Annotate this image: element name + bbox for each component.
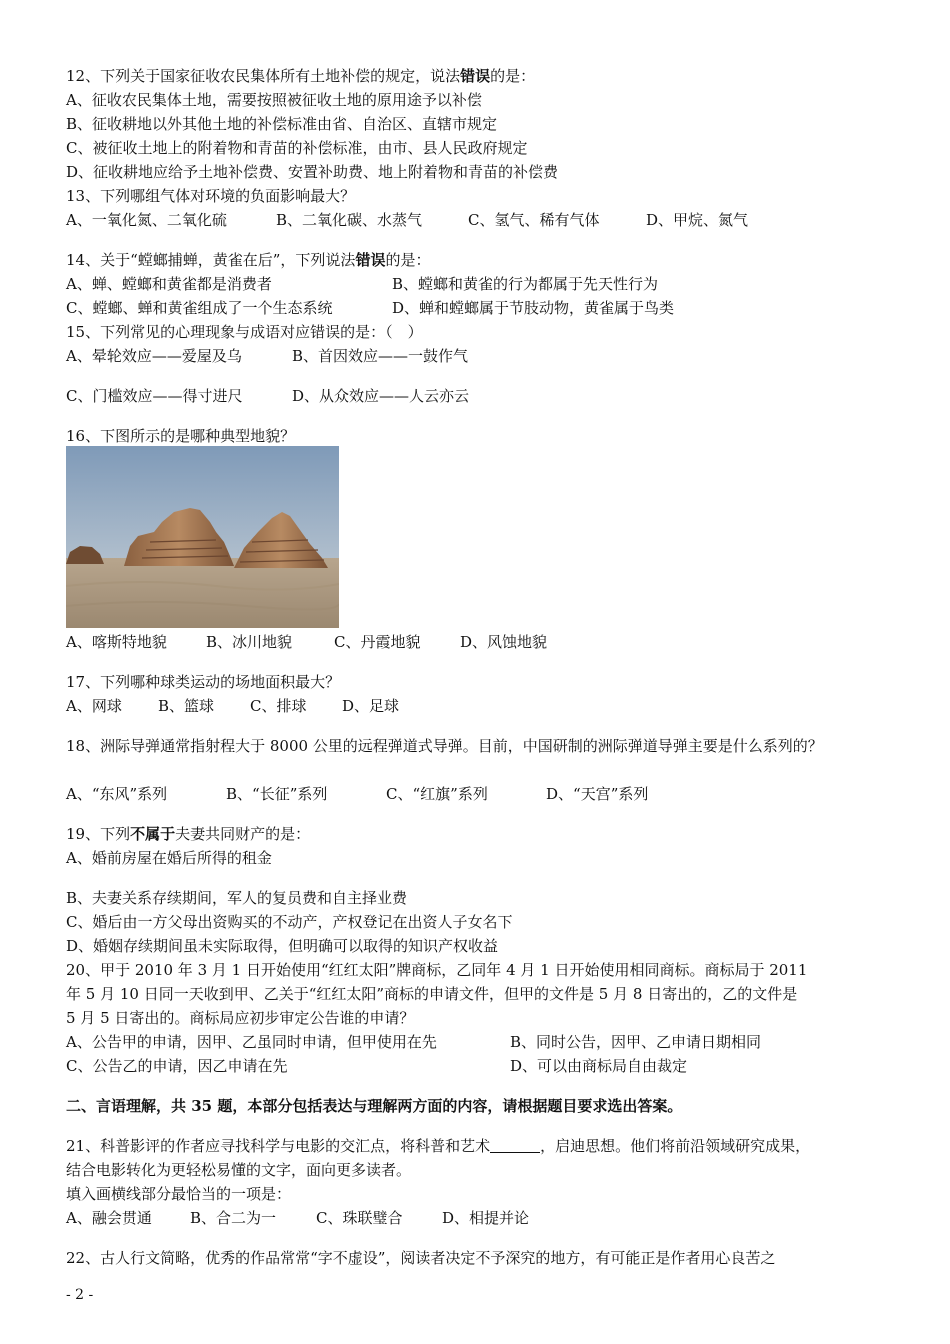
- question-19-option-b: B、夫妻关系存续期间，军人的复员费和自主择业费: [66, 889, 408, 907]
- question-14-option-c: C、螳螂、蝉和黄雀组成了一个生态系统: [66, 299, 333, 317]
- question-21-instruction: 填入画横线部分最恰当的一项是：: [66, 1185, 292, 1203]
- question-18-option-d: D、“天宫”系列: [546, 785, 649, 803]
- question-21-option-a: A、融会贯通: [66, 1209, 152, 1227]
- landform-photo: [66, 446, 339, 628]
- question-14-option-b: B、螳螂和黄雀的行为都属于先天性行为: [392, 275, 659, 293]
- question-17-stem: 17、下列哪种球类运动的场地面积最大？: [66, 673, 341, 691]
- question-21-option-d: D、相提并论: [442, 1209, 530, 1227]
- question-15-option-c: C、门槛效应——得寸进尺: [66, 387, 243, 405]
- question-12-option-b: B、征收耕地以外其他土地的补偿标准由省、自治区、直辖市规定: [66, 115, 498, 133]
- question-17-option-d: D、足球: [342, 697, 400, 715]
- question-12-option-d: D、征收耕地应给予土地补偿费、安置补助费、地上附着物和青苗的补偿费: [66, 163, 559, 181]
- question-16-stem: 16、下图所示的是哪种典型地貌？: [66, 427, 296, 445]
- question-19-stem: 19、下列不属于夫妻共同财产的是：: [66, 825, 311, 843]
- question-15-option-b: B、首因效应——一鼓作气: [292, 347, 469, 365]
- question-19-option-a: A、婚前房屋在婚后所得的租金: [66, 849, 272, 867]
- question-17-option-b: B、篮球: [158, 697, 215, 715]
- question-16-option-d: D、风蚀地貌: [460, 633, 548, 651]
- section-2-heading: 二、言语理解，共 35 题，本部分包括表达与理解两方面的内容，请根据题目要求选出答案。: [66, 1097, 683, 1115]
- question-22-stem-line-1: 22、古人行文简略，优秀的作品常常“字不虚设”，阅读者决定不予深究的地方，有可能正是作者用心良苦之: [66, 1249, 776, 1267]
- question-21-option-c: C、珠联璧合: [316, 1209, 403, 1227]
- question-18-option-a: A、“东风”系列: [66, 785, 168, 803]
- question-17-option-a: A、网球: [66, 697, 122, 715]
- question-14-option-a: A、蝉、螳螂和黄雀都是消费者: [66, 275, 272, 293]
- page-number: - 2 -: [66, 1287, 94, 1303]
- question-19-option-c: C、婚后由一方父母出资购买的不动产，产权登记在出资人子女名下: [66, 913, 513, 931]
- question-20-stem-line-3: 5 月 5 日寄出的。商标局应初步审定公告谁的申请？: [66, 1009, 415, 1027]
- question-20-stem-line-1: 20、甲于 2010 年 3 月 1 日开始使用“红红太阳”牌商标，乙同年 4 月 1 日开始使用相同商标。商标局于 2011: [66, 961, 808, 979]
- question-16-option-a: A、喀斯特地貌: [66, 633, 167, 651]
- question-21-stem-line-2: 结合电影转化为更轻松易懂的文字，面向更多读者。: [66, 1161, 412, 1179]
- question-12-option-c: C、被征收土地上的附着物和青苗的补偿标准，由市、县人民政府规定: [66, 139, 528, 157]
- question-13-option-a: A、一氧化氮、二氧化硫: [66, 211, 227, 229]
- question-17-option-c: C、排球: [250, 697, 307, 715]
- question-12-option-a: A、征收农民集体土地，需要按照被征收土地的原用途予以补偿: [66, 91, 482, 109]
- question-21-option-b: B、合二为一: [190, 1209, 277, 1227]
- question-12-stem: 12、下列关于国家征收农民集体所有土地补偿的规定，说法错误的是：: [66, 67, 536, 85]
- question-16-option-b: B、冰川地貌: [206, 633, 293, 651]
- question-19-option-d: D、婚姻存续期间虽未实际取得，但明确可以取得的知识产权收益: [66, 937, 499, 955]
- question-21-stem-line-1: 21、科普影评的作者应寻找科学与电影的交汇点，将科普和艺术 ，启迪思想。他们将前沿领域研究成果，: [66, 1137, 811, 1155]
- question-18-stem: 18、洲际导弹通常指射程大于 8000 公里的远程弹道式导弹。目前，中国研制的洲际弹道导弹主要是什么系列的？: [66, 737, 823, 755]
- question-15-option-d: D、从众效应——人云亦云: [292, 387, 470, 405]
- question-20-stem-line-2: 年 5 月 10 日同一天收到甲、乙关于“红红太阳”商标的申请文件，但甲的文件是 5 月 8 日寄出的，乙的文件是: [66, 985, 798, 1003]
- question-20-option-d: D、可以由商标局自由裁定: [510, 1057, 688, 1075]
- question-15-stem: 15、下列常见的心理现象与成语对应错误的是：（ ）: [66, 323, 423, 341]
- question-15-option-a: A、晕轮效应——爱屋及乌: [66, 347, 242, 365]
- question-14-stem: 14、关于“螳螂捕蝉，黄雀在后”，下列说法错误的是：: [66, 251, 431, 269]
- question-18-option-b: B、“长征”系列: [226, 785, 328, 803]
- fill-in-blank: [490, 1138, 540, 1153]
- question-20-option-c: C、公告乙的申请，因乙申请在先: [66, 1057, 288, 1075]
- question-13-option-c: C、氢气、稀有气体: [468, 211, 600, 229]
- question-18-option-c: C、“红旗”系列: [386, 785, 488, 803]
- question-13-stem: 13、下列哪组气体对环境的负面影响最大？: [66, 187, 356, 205]
- question-14-option-d: D、蝉和螳螂属于节肢动物，黄雀属于鸟类: [392, 299, 675, 317]
- question-16-option-c: C、丹霞地貌: [334, 633, 421, 651]
- question-13-option-b: B、二氧化碳、水蒸气: [276, 211, 423, 229]
- question-20-option-a: A、公告甲的申请，因甲、乙虽同时申请，但甲使用在先: [66, 1033, 437, 1051]
- question-20-option-b: B、同时公告，因甲、乙申请日期相同: [510, 1033, 762, 1051]
- question-13-option-d: D、甲烷、氮气: [646, 211, 749, 229]
